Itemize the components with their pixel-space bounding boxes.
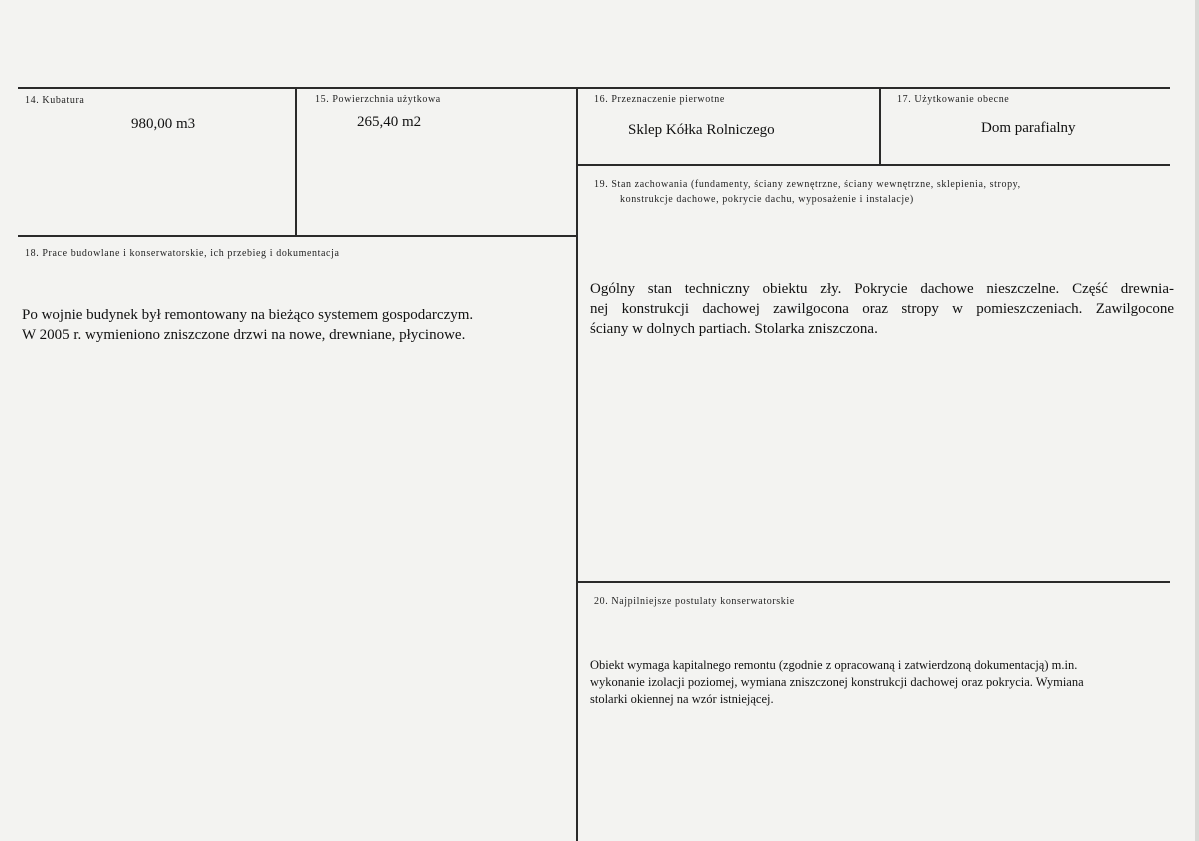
- przeznaczenie-label: 16. Przeznaczenie pierwotne: [594, 94, 725, 105]
- postulaty-line: stolarki okiennej na wzór istniejącej.: [590, 692, 774, 706]
- scan-edge: [1195, 0, 1199, 841]
- prace-text: [22, 305, 562, 345]
- prace-line: Po wojnie budynek był remontowany na bieżąco systemem gospodarczym.: [22, 307, 474, 323]
- rule-under-14-15: [18, 235, 578, 237]
- stan-label-line: 19. Stan zachowania (fundamenty, ściany zewnętrzne, ściany wewnętrzne, sklepienia, stropy,: [594, 179, 1021, 190]
- stan-line: nej konstrukcji dachowej zawilgocona oraz stropy w pomieszczeniach. Zawilgocone: [590, 301, 1174, 317]
- powierzchnia-value: 265,40 m2: [357, 114, 422, 130]
- postulaty-text: [590, 657, 1160, 708]
- top-rule: [18, 87, 1170, 89]
- powierzchnia-label: 15. Powierzchnia użytkowa: [315, 94, 441, 105]
- postulaty-label: 20. Najpilniejsze postulaty konserwatorskie: [594, 596, 795, 607]
- stan-line: ściany w dolnych partiach. Stolarka zniszczona.: [590, 321, 878, 337]
- divider-16-17: [879, 88, 881, 165]
- stan-label-line: konstrukcje dachowe, pokrycie dachu, wyposażenie i instalacje): [620, 194, 914, 205]
- center-divider: [576, 88, 578, 841]
- prace-line: W 2005 r. wymieniono zniszczone drzwi na nowe, drewniane, płycinowe.: [22, 327, 466, 343]
- prace-label: 18. Prace budowlane i konserwatorskie, ich przebieg i dokumentacja: [25, 248, 340, 259]
- rule-above-20: [578, 581, 1170, 583]
- postulaty-line: wykonanie izolacji poziomej, wymiana zniszczonej konstrukcji dachowej oraz pokrycia. Wymiana: [590, 675, 1084, 689]
- uzytkowanie-value: Dom parafialny: [981, 120, 1076, 136]
- uzytkowanie-label: 17. Użytkowanie obecne: [897, 94, 1010, 105]
- stan-line: Ogólny stan techniczny obiektu zły. Pokrycie dachowe nieszczelne. Część drewnia-: [590, 281, 1174, 297]
- divider-14-15: [295, 88, 297, 236]
- kubatura-label: 14. Kubatura: [25, 95, 85, 106]
- stan-label: [594, 177, 1154, 207]
- kubatura-value: 980,00 m3: [131, 116, 196, 132]
- rule-under-16-17: [578, 164, 1170, 166]
- stan-text: [590, 279, 1174, 339]
- postulaty-line: Obiekt wymaga kapitalnego remontu (zgodnie z opracowaną i zatwierdzoną dokumentacją) m.in.: [590, 658, 1078, 672]
- przeznaczenie-value: Sklep Kółka Rolniczego: [628, 122, 775, 138]
